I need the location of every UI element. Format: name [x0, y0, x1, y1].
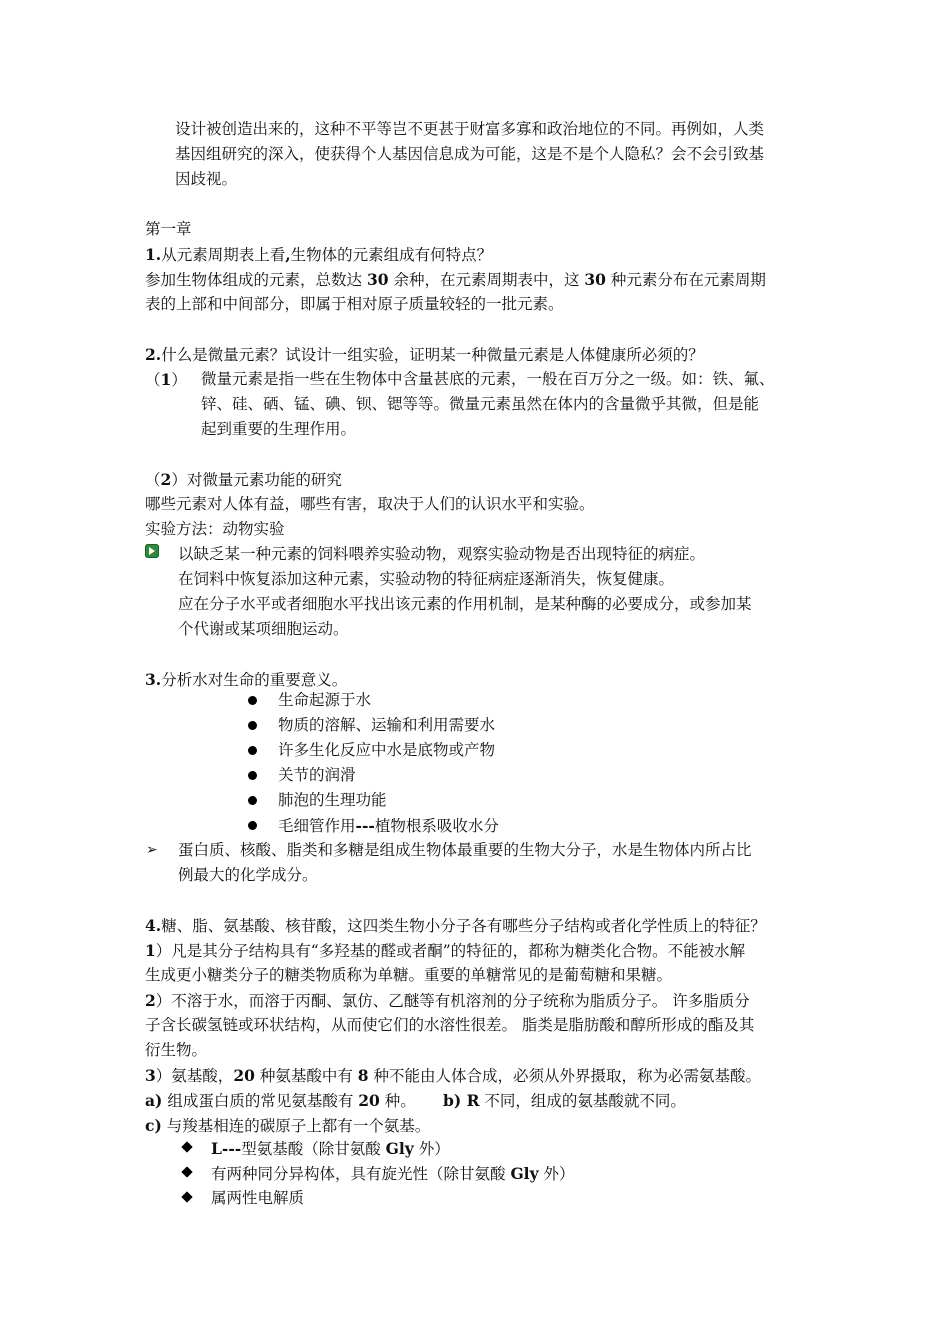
part-text-a: ）氨基酸，: [155, 1067, 234, 1085]
question-4-number: 4.: [145, 916, 162, 935]
water-summary-line-1: 蛋白质、核酸、脂类和多糖是组成生物体最重要的生物大分子，水是生物体内所占比: [178, 841, 752, 859]
question-1-title: [145, 242, 492, 268]
answer-2-part-1-label: [145, 367, 187, 393]
part-text: ）凡是其分子结构具有“多羟基的醛或者酮”的特征的，都称为糖类化合物。不能被水解: [155, 942, 746, 960]
answer-1-num-1: 30: [366, 270, 389, 289]
part-text-c: 种不能由人体合成，必须从外界摄取，称为必需氨基酸。: [368, 1067, 761, 1085]
part-number: 1: [160, 370, 172, 389]
answer-4-part-1-line-1: [145, 938, 745, 964]
answer-2-part-1-line-3: 起到重要的生理作用。: [201, 420, 357, 438]
water-bullet-4: 关节的润滑: [278, 766, 356, 784]
amino-point-a: [145, 1088, 416, 1114]
intro-line-2: 基因组研究的深入，使获得个人基因信息成为可能，这是不是个人隐私？会不会引致基: [175, 145, 765, 163]
answer-1-text-c: 种元素分布在元素周期: [605, 271, 766, 289]
green-bullet-icon: [145, 544, 159, 558]
water-bullet-1: 生命起源于水: [278, 691, 372, 709]
amino-feature-1: [211, 1136, 450, 1162]
water-bullet-5: 肺泡的生理功能: [278, 791, 387, 809]
bullet-text-a: 毛细管作用: [278, 817, 356, 835]
point-text: 组成蛋白质的常见氨基酸有: [162, 1092, 359, 1110]
answer-4-part-3-line-1: [145, 1063, 761, 1089]
question-4-title: [145, 913, 766, 939]
answer-4-part-2-line-2: 子含长碳氢链或环状结构，从而使它们的水溶性很差。 脂类是脂肪酸和醇所形成的酯及其: [145, 1016, 755, 1034]
bullet-dot-icon: [248, 771, 257, 780]
answer-2-part-2-line-2: 哪些元素对人体有益，哪些有害，取决于人们的认识水平和实验。: [145, 495, 595, 513]
question-1-title-text: 从元素周期表上看: [161, 246, 286, 264]
answer-1-line-1: [145, 267, 766, 293]
answer-4-part-2-line-3: 衍生物。: [145, 1041, 208, 1059]
method-step-2: 在饲料中恢复添加这种元素，实验动物的特征病症逐渐消失，恢复健康。: [178, 570, 675, 588]
question-2-title-text: 什么是微量元素？试设计一组实验，证明某一种微量元素是人体健康所必须的？: [161, 346, 704, 364]
bullet-dash: ---: [355, 816, 375, 835]
bullet-text-b: 植物根系吸收水分: [374, 817, 499, 835]
answer-2-part-1-line-2: 锌、硅、硒、锰、碘、钡、锶等等。微量元素虽然在体内的含量微乎其微，但是能: [201, 395, 760, 413]
question-3-title-text: 分析水对生命的重要意义。: [161, 671, 348, 689]
feature-end: 外）: [538, 1165, 575, 1183]
part-number: 1: [145, 941, 156, 960]
question-4-title-text: 糖、脂、氨基酸、核苷酸，这四类生物小分子各有哪些分子结构或者化学性质上的特征？: [161, 917, 766, 935]
question-1-number: 1.: [145, 245, 162, 264]
feature-gly: Gly: [385, 1139, 414, 1158]
arrow-bullet-icon: ➢: [146, 842, 158, 858]
point-label: a): [145, 1091, 163, 1110]
answer-1-line-2: 表的上部和中间部分，即属于相对原子质量较轻的一批元素。: [145, 295, 564, 313]
water-bullet-6: [278, 813, 499, 839]
point-num: 20: [358, 1091, 380, 1110]
part-number: 2: [160, 470, 172, 489]
question-3-number: 3.: [145, 670, 162, 689]
part-num-1: 20: [233, 1066, 255, 1085]
part-text: ）不溶于水，而溶于丙酮、氯仿、乙醚等有机溶剂的分子统称为脂质分子。 许多脂质分: [155, 992, 750, 1010]
amino-point-b: [443, 1088, 686, 1114]
part-heading-text: ）对微量元素功能的研究: [171, 471, 342, 489]
feature-bold: L---: [211, 1139, 242, 1158]
method-step-3-line-2: 个代谢或某项细胞运动。: [178, 620, 349, 638]
feature-text: 有两种同分异构体，具有旋光性（除甘氨酸: [211, 1165, 511, 1183]
feature-end: 外）: [413, 1140, 450, 1158]
question-2-title: [145, 342, 704, 368]
bullet-dot-icon: [248, 821, 257, 830]
diamond-bullet-icon: [181, 1166, 192, 1177]
answer-1-num-2: 30: [584, 270, 606, 289]
answer-2-part-2-heading: [145, 467, 342, 493]
answer-4-part-1-line-2: 生成更小糖类分子的糖类物质称为单糖。重要的单糖常见的是葡萄糖和果糖。: [145, 966, 673, 984]
question-1-title-rest: 生物体的元素组成有何特点？: [290, 246, 493, 264]
amino-feature-3: 属两性电解质: [211, 1189, 305, 1207]
diamond-bullet-icon: [181, 1191, 192, 1202]
point-text: 与羧基相连的碳原子上都有一个氨基。: [161, 1117, 431, 1135]
intro-line-3: 因歧视。: [175, 170, 238, 188]
water-bullet-2: 物质的溶解、运输和利用需要水: [278, 716, 496, 734]
feature-gly: Gly: [510, 1164, 539, 1183]
part-number: 3: [145, 1066, 156, 1085]
intro-line-1: 设计被创造出来的，这种不平等岂不更甚于财富多寡和政治地位的不同。再例如，人类: [175, 120, 765, 138]
bullet-dot-icon: [248, 746, 257, 755]
bullet-dot-icon: [248, 696, 257, 705]
question-1-comma: ,: [285, 245, 291, 264]
diamond-bullet-icon: [181, 1141, 192, 1152]
paren-open: （: [145, 371, 161, 389]
answer-2-method: 实验方法：动物实验: [145, 520, 285, 538]
paren-close: ）: [171, 371, 187, 389]
feature-text: 型氨基酸（除甘氨酸: [241, 1140, 386, 1158]
answer-4-part-2-line-1: [145, 988, 750, 1014]
part-num-2: 8: [357, 1066, 369, 1085]
answer-1-text-a: 参加生物体组成的元素，总数达: [145, 271, 367, 289]
bullet-dot-icon: [248, 721, 257, 730]
bullet-dot-icon: [248, 796, 257, 805]
chapter-heading: 第一章: [145, 220, 192, 238]
method-step-3-line-1: 应在分子水平或者细胞水平找出该元素的作用机制，是某种酶的必要成分，或参加某: [178, 595, 752, 613]
method-step-1: 以缺乏某一种元素的饲料喂养实验动物，观察实验动物是否出现特征的病症。: [178, 545, 706, 563]
amino-feature-2: [211, 1161, 575, 1187]
answer-1-text-b: 余种，在元素周期表中，这: [388, 271, 585, 289]
point-text: 不同，组成的氨基酸就不同。: [479, 1092, 686, 1110]
answer-2-part-1-line-1: 微量元素是指一些在生物体中含量甚底的元素，一般在百万分之一级。如：铁、氟、: [201, 370, 775, 388]
point-label: c): [145, 1116, 162, 1135]
part-number: 2: [145, 991, 156, 1010]
paren-open: （: [145, 471, 161, 489]
water-bullet-3: 许多生化反应中水是底物或产物: [278, 741, 496, 759]
part-text-b: 种氨基酸中有: [254, 1067, 358, 1085]
point-label: b) R: [443, 1091, 480, 1110]
question-2-number: 2.: [145, 345, 162, 364]
water-summary-line-2: 例最大的化学成分。: [178, 866, 318, 884]
point-text-end: 种。: [379, 1092, 416, 1110]
